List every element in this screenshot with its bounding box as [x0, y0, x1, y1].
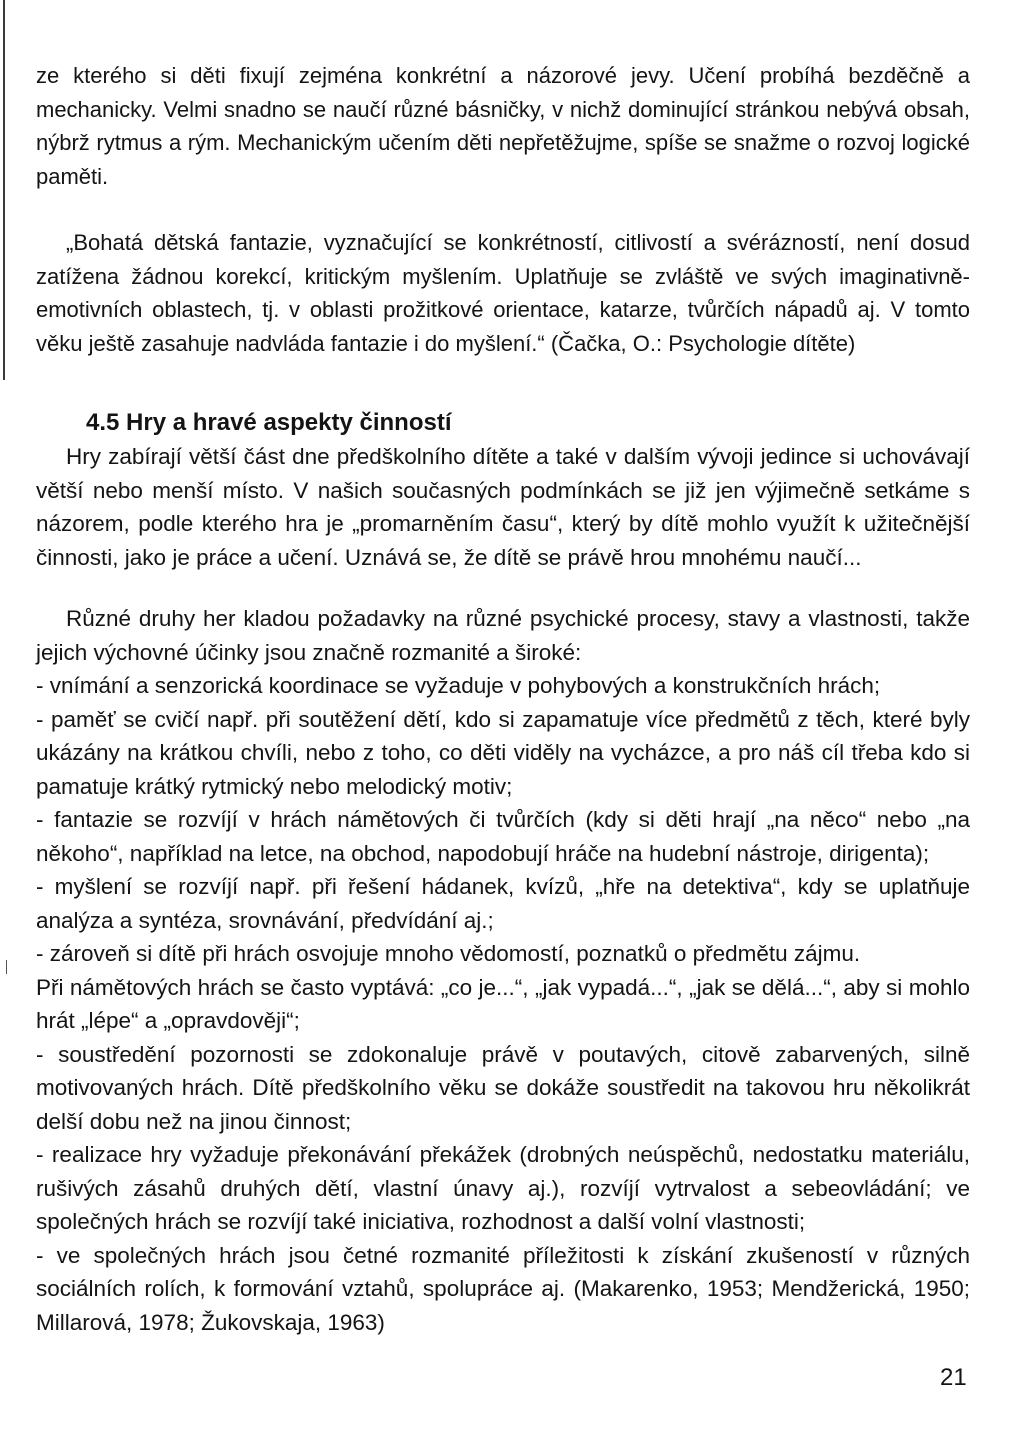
quote-paragraph: „Bohatá dětská fantazie, vyznačující se konkrétností, citlivostí a svérázností, není dosud zatížena žádnou korekcí, kritickým myšlením. Uplatňuje se zvláště ve svých imaginativně-emotivních oblastech, tj. v oblasti prožitkové orientace, katarze, tvůrčích nápadů aj. V tomto věku ještě zasahuje nadvláda fantazie i do myšlení.“ (Čačka, O.: Psychologie dítěte) [36, 230, 970, 356]
list-item: - realizace hry vyžaduje překonávání překážek (drobných neúspěchů, nedostatku materiálu, rušivých zásahů druhých dětí, vlastní únavy aj.), rozvíjí vytrvalost a sebeovládání; ve společných hrách se rozvíjí také iniciativa, rozhodnost a další volní vlastnosti; [36, 1142, 970, 1234]
page-number: 21 [940, 1364, 967, 1391]
paragraph-spacer [36, 574, 970, 602]
list-item: Při námětových hrách se často vyptává: „co je...“, „jak vypadá...“, „jak se dělá...“, aby si mohlo hrát „lépe“ a „opravdověji“; [36, 974, 970, 1033]
list-item: - soustředění pozornosti se zdokonaluje právě v poutavých, citově zabarvených, silně motivovaných hrách. Dítě předškolního věku se dokáže soustředit na takovou hru několikrát delší dobu než na jinou činnost; [36, 1041, 970, 1134]
list-item: - fantazie se rozvíjí v hrách námětových či tvůrčích (kdy si děti hrají „na něco“ nebo „na někoho“, například na letce, na obchod, napodobují hráče na hudební nástroje, dirigenta); [36, 807, 970, 866]
list-item: - vnímání a senzorická koordinace se vyžaduje v pohybových a konstrukčních hrách; [36, 673, 881, 698]
page-content [36, 59, 970, 1339]
list-item: - myšlení se rozvíjí např. při řešení hádanek, kvízů, „hře na detektiva“, kdy se uplatňuje analýza a syntéza, srovnávání, předvídání aj.; [36, 874, 970, 933]
list-item: - zároveň si dítě při hrách osvojuje mnoho vědomostí, poznatků o předmětu zájmu. [36, 941, 861, 966]
effects-list [36, 669, 970, 1339]
section-title: 4.5 Hry a hravé aspekty činností [86, 409, 452, 436]
list-item: - ve společných hrách jsou četné rozmanité příležitosti k získání zkušeností v různých sociálních rolích, k formování vztahů, spolupráce aj. (Makarenko, 1953; Mendžerická, 1950; Millarová, 1978; Žukovskaja, 1963) [36, 1242, 970, 1335]
list-item: - paměť se cvičí např. při soutěžení dětí, kdo si zapamatuje více předmětů z těch, které byly ukázány na krátkou chvíli, nebo z toho, co děti viděly na vycházce, a pro náš cíl třeba kdo si pamatuje krátký rytmický nebo melodický motiv; [36, 706, 970, 799]
page-edge-mark [6, 960, 7, 974]
section-intro-paragraph: Hry zabírají větší část dne předškolního dítěte a také v dalším vývoji jedince si uchovávají větší nebo menší místo. V našich současných podmínkách se již jen výjimečně setkáme s názorem, podle kterého hra je „promarněním času“, který by dítě mohlo využít k užitečnější činnosti, jako je práce a učení. Uznává se, že dítě se právě hrou mnohému naučí... [36, 444, 970, 570]
intro-paragraph: ze kterého si děti fixují zejména konkrétní a názorové jevy. Učení probíhá bezděčně a mechanicky. Velmi snadno se naučí různé básničky, v nichž dominující stránkou nebývá obsah, nýbrž rytmus a rým. Mechanickým učením děti nepřetěžujme, spíše se snažme o rozvoj logické paměti. [36, 63, 970, 189]
page-edge-line [3, 0, 5, 380]
section-second-paragraph: Různé druhy her kladou požadavky na různé psychické procesy, stavy a vlastnosti, takže jejich výchovné účinky jsou značně rozmanité a široké: [36, 606, 970, 665]
